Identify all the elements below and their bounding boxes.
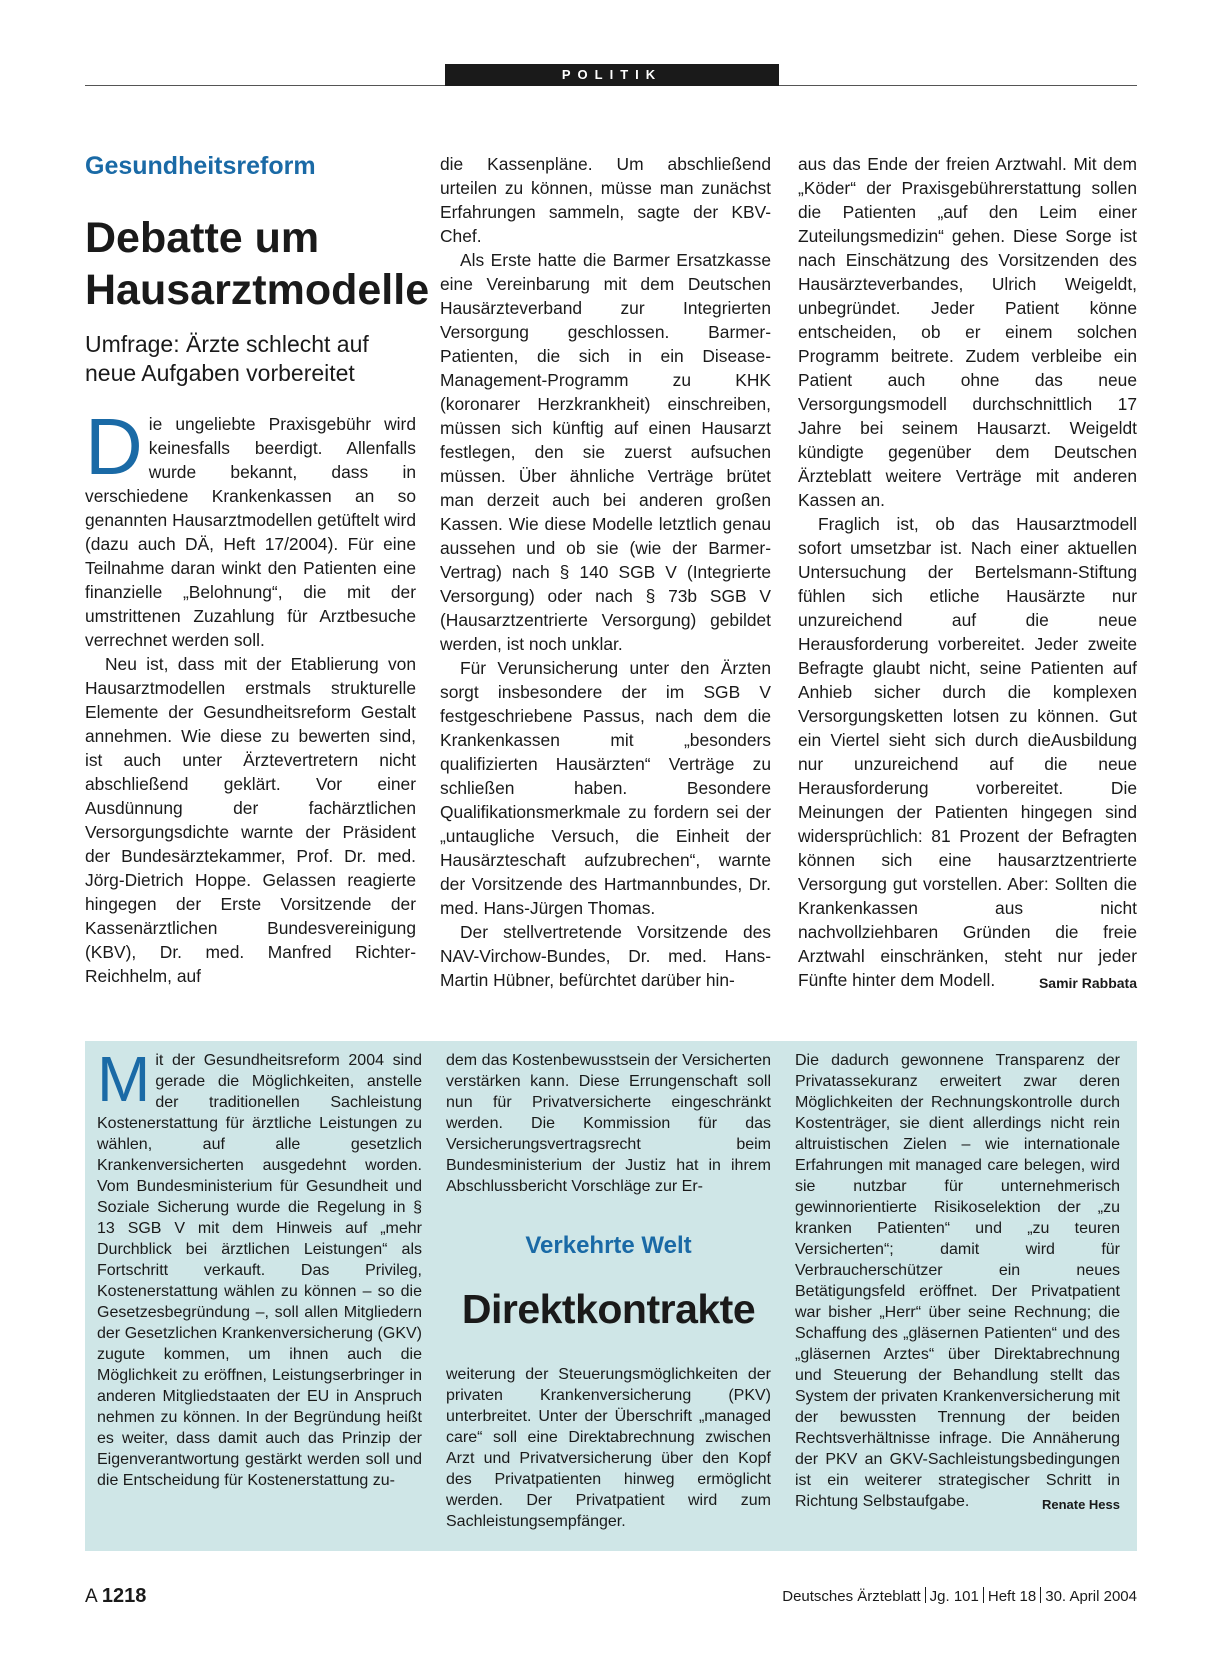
drop-cap: D [85, 402, 143, 491]
section-label: POLITIK [445, 64, 779, 86]
journal-date: 30. April 2004 [1045, 1588, 1137, 1605]
box-title: Direktkontrakte [461, 1286, 756, 1332]
box-column-2-top [446, 1050, 771, 1197]
box-paragraph: dem das Kostenbewusstsein der Versicherten verstärken kann. Diese Errungenschaft soll nun für Privatversicherte eingeschränkt werden. Die Kommission für das Versicherungsvertragsrecht beim Bundesministerium der Justiz hat in ihrem Abschlussbericht Vorschläge zur Er- [446, 1052, 771, 1195]
drop-cap: M [97, 1043, 151, 1115]
article-paragraph: Die ungeliebte Praxisgebühr wird keinesfalls beerdigt. Allenfalls wurde bekannt, dass in verschiedene Krankenkassen an so genannten Hausarztmodellen getüftelt wird (dazu auch DÄ, Heft 17/2004). Für eine Teilnahme daran winkt den Patienten eine finanzielle „Belohnung“, die mit der umstrittenen Zuzahlung für Arztbesuche verrechnet werden soll. [85, 402, 416, 650]
box-paragraph: weiterung der Steuerungsmöglichkeiten der privaten Krankenversicherung (PKV) unterbreitet. Unter der Überschrift „managed care“ soll eine Direktabrechnung zwischen Arzt und Privatversicherung über den Kopf des Privatpatienten hinweg ermöglicht werden. Der Privatpatient wird zum Sachleistungsempfänger. [446, 1366, 771, 1530]
box-paragraph: Mit der Gesundheitsreform 2004 sind gerade die Möglichkeiten, anstelle der traditionellen Sachleistung Kostenerstattung für ärztliche Leistungen zu wählen, auf alle gesetzlich Krankenversicherten ausgedehnt worden. Vom Bundesministerium für Gesundheit und Soziale Sicherung wurde die Regelung in § 13 SGB V mit dem Hinweis auf „mehr Durchblick bei ärztlichen Leistungen“ als Fortschritt verkauft. Das Privileg, Kostenerstattung wählen zu können – so die Gesetzesbegründung –, soll allen Mitgliedern der Gesetzlichen Krankenversicherung (GKV) zugute kommen, um ihnen auch die Möglichkeit zu eröffnen, Leistungserbringer in anderen Mitgliedstaaten der EU in Anspruch nehmen zu können. In der Begründung heißt es weiter, dass damit auch das Prinzip der Eigenverantwortung gestärkt werden soll und die Entscheidung für Kostenerstattung zu- [97, 1043, 422, 1489]
footer-separator [925, 1587, 926, 1603]
article-kicker: Gesundheitsreform [85, 152, 316, 180]
article-paragraph: Neu ist, dass mit der Etablierung von Hausarztmodellen erstmals strukturelle Elemente der Gesundheitsreform Gestalt annehmen. Wie diese zu bewerten sind, ist auch unter Ärztevertretern nicht abschließend geklärt. Vor einer Ausdünnung der fachärztlichen Versorgungsdichte warnte der Präsident der Bundesärztekammer, Prof. Dr. med. Jörg-Dietrich Hoppe. Gelassen reagierte hingegen der Erste Vorsitzende der Kassenärztlichen Bundesvereinigung (KBV), Dr. med. Manfred Richter-Reichhelm, auf [85, 654, 416, 986]
footer-separator [1040, 1587, 1041, 1603]
article-column-2 [440, 152, 771, 992]
box-column-2-bottom [446, 1364, 771, 1532]
article-headline: Debatte um Hausarztmodelle [85, 214, 430, 314]
box-author: Renate Hess [1041, 1497, 1120, 1512]
box-column-1 [97, 1043, 422, 1491]
article-paragraph: die Kassenpläne. Um abschließend urteilen zu können, müsse man zunächst Erfahrungen sammeln, sagte der KBV-Chef. [440, 154, 771, 246]
article-paragraph: Als Erste hatte die Barmer Ersatzkasse eine Vereinbarung mit dem Deutschen Hausärzteverband zur Integrierten Versorgung geschlossen. Barmer-Patienten, die sich in ein Disease-Management-Programm zu KHK (koronarer Herzkrankheit) einschreiben, müssen sich künftig auf einen Hausarzt festlegen, den sie zuerst aufsuchen müssen. Über ähnliche Verträge brütet man derzeit auch bei anderen großen Kassen. Wie diese Modelle letztlich genau aussehen und ob sie (wie der Barmer-Vertrag) nach § 140 SGB V (Integrierte Versorgung) oder nach § 73b SGB V (Hausarztzentrierte Versorgung) gebildet werden, ist noch unklar. [440, 250, 771, 654]
box-column-3 [795, 1050, 1120, 1515]
article-paragraph: Fraglich ist, ob das Hausarztmodell sofort umsetzbar ist. Nach einer aktuellen Untersuchung der Bertelsmann-Stiftung fühlen sich etliche Hausärzte nur unzureichend auf die neue Herausforderung vorbereitet. Jeder zweite Befragte glaubt nicht, seine Patienten auf Anhieb sicher durch die komplexen Versorgungsketten lotsen zu können. Gut ein Viertel sieht sich durch dieAusbildung nur unzureichend auf die neue Herausforderung vorbereitet. Die Meinungen der Patienten hingegen sind widersprüchlich: 81 Prozent der Befragten können sich eine hausarztzentrierte Versorgung gut vorstellen. Aber: Sollten die Krankenkassen aus nicht nachvollziehbaren Gründen die freie Arztwahl einschränken, steht nur jeder Fünfte hinter dem Modell. Samir Rabbata [798, 512, 1137, 992]
journal-name: Deutsches Ärzteblatt [782, 1588, 921, 1605]
box-paragraph: Die dadurch gewonnene Transparenz der Privatassekuranz erweitert zwar deren Möglichkeiten der Rechnungskontrolle durch Kostenträger, sie dient allerdings nicht rein altruistischen Zielen – wie internationale Erfahrungen mit managed care belegen, wird sie nutzbar für unternehmerisch gewinnorientierte Risikoselektion der „zu kranken Patienten“ und „zu teuren Versicherten“; damit wird für Verbraucherschützer ein neues Betätigungsfeld eröffnet. Der Privatpatient war bisher „Herr“ über seine Rechnung; die Schaffung des „gläsernen Patienten“ und des „gläsernen Arztes“ über Direktabrechnung und Steuerung der Behandlung stellt das System der privaten Krankenversicherung mit der bewussten Trennung der beiden Rechtsverhältnisse infrage. Die Annäherung der PKV an GKV-Sachleistungsbedingungen ist ein weiterer strategischer Schritt in Richtung Selbstaufgabe. Renate Hess [795, 1050, 1120, 1512]
footer-separator [983, 1587, 984, 1603]
box-kicker: Verkehrte Welt [525, 1232, 692, 1259]
footer-info [782, 1587, 1137, 1605]
article-paragraph: Für Verunsicherung unter den Ärzten sorgt insbesondere der im SGB V festgeschriebene Passus, nach dem die Krankenkassen mit „besonders qualifizierten Hausärzten“ Verträge zu schließen haben. Besondere Qualifikationsmerkmale zu fordern sei der „untaugliche Versuch, die Einheit der Hausärzteschaft aufzubrechen“, warnte der Vorsitzende des Hartmannbundes, Dr. med. Hans-Jürgen Thomas. [440, 658, 771, 918]
journal-issue: Heft 18 [987, 1588, 1037, 1605]
journal-volume: Jg. 101 [929, 1588, 979, 1605]
page-number: A 1218 [85, 1585, 147, 1607]
article-author: Samir Rabbata [1038, 975, 1137, 991]
article-paragraph: Der stellvertretende Vorsitzende des NAV-Virchow-Bundes, Dr. med. Hans-Martin Hübner, befürchtet darüber hin- [440, 922, 771, 990]
article-subheadline: Umfrage: Ärzte schlecht auf neue Aufgaben vorbereitet [85, 331, 369, 386]
article-paragraph: aus das Ende der freien Arztwahl. Mit dem „Köder“ der Praxisgebührerstattung sollen die Patienten „auf den Leim einer Zuteilungsmedizin“ gehen. Diese Sorge ist nach Einschätzung des Vorsitzenden des Hausärzteverbandes, Ulrich Weigeldt, unbegründet. Jeder Patient könne entscheiden, ob er einem solchen Programm beitrete. Zudem verbleibe ein Patient auch ohne das neue Versorgungsmodell durchschnittlich 17 Jahre bei seinem Hausarzt. Weigeldt kündigte gegenüber dem Deutschen Ärzteblatt weitere Verträge mit anderen Kassen an. [798, 154, 1137, 510]
article-column-1 [85, 402, 416, 988]
article-column-3 [798, 152, 1137, 995]
